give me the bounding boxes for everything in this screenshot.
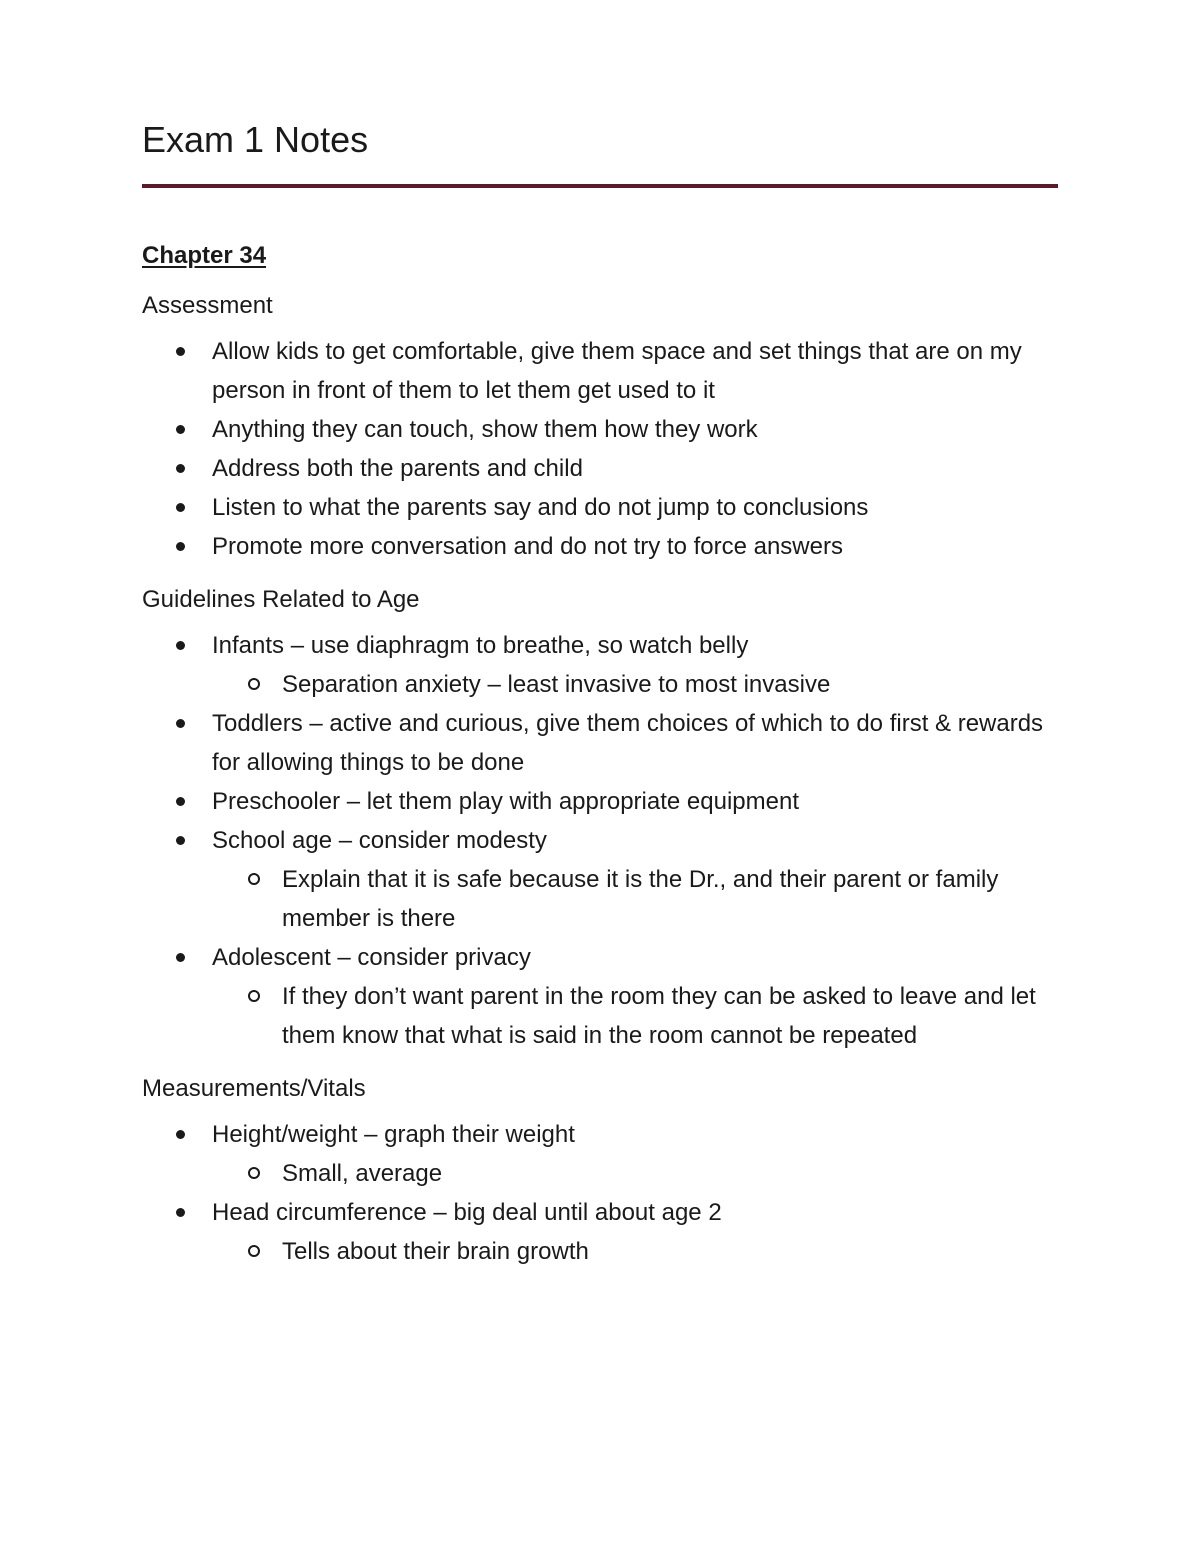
list-item-text: Height/weight – graph their weight xyxy=(212,1121,575,1148)
list-item xyxy=(142,527,1058,566)
list-item xyxy=(142,938,1058,1055)
list-item-text: Promote more conversation and do not try to force answers xyxy=(212,533,843,560)
list-item xyxy=(142,782,1058,821)
title-divider xyxy=(142,184,1058,188)
bullet-list xyxy=(142,332,1058,566)
section-heading: Measurements/Vitals xyxy=(142,1075,366,1102)
bullet-dot-icon xyxy=(176,347,185,356)
list-item xyxy=(142,821,1058,938)
hollow-bullet-icon xyxy=(248,873,260,885)
list-item-text: Listen to what the parents say and do not jump to conclusions xyxy=(212,494,869,521)
list-item-text: Toddlers – active and curious, give them choices of which to do first & rewards for allowing things to be done xyxy=(212,710,1044,776)
list-item xyxy=(142,626,1058,704)
section-heading: Guidelines Related to Age xyxy=(142,586,420,613)
sub-list-item-text: If they don’t want parent in the room they can be asked to leave and let them know that what is said in the room cannot be repeated xyxy=(282,983,1036,1049)
chapter-heading: Chapter 34 xyxy=(142,242,267,269)
list-item-text: School age – consider modesty xyxy=(212,827,547,854)
list-item-text: Anything they can touch, show them how they work xyxy=(212,416,758,443)
sub-list-item-text: Separation anxiety – least invasive to most invasive xyxy=(282,671,831,698)
sub-list-item-text: Small, average xyxy=(282,1160,443,1187)
sub-list-item xyxy=(212,977,1058,1055)
document-title: Exam 1 Notes xyxy=(142,119,369,160)
list-item xyxy=(142,410,1058,449)
sub-list-item xyxy=(212,665,1058,704)
hollow-bullet-icon xyxy=(248,990,260,1002)
bullet-dot-icon xyxy=(176,953,185,962)
list-item xyxy=(142,704,1058,782)
list-item-text: Infants – use diaphragm to breathe, so watch belly xyxy=(212,632,749,659)
bullet-dot-icon xyxy=(176,425,185,434)
list-item-text: Head circumference – big deal until about age 2 xyxy=(212,1199,722,1226)
bullet-dot-icon xyxy=(176,542,185,551)
sub-list xyxy=(212,860,1058,938)
list-item xyxy=(142,488,1058,527)
list-item-text: Allow kids to get comfortable, give them space and set things that are on my person in front of them to let them get used to it xyxy=(212,338,1022,404)
bullet-dot-icon xyxy=(176,797,185,806)
hollow-bullet-icon xyxy=(248,1245,260,1257)
sections-container xyxy=(142,290,1058,1271)
sub-list-item-text: Tells about their brain growth xyxy=(282,1238,589,1265)
document-page xyxy=(142,118,1058,1271)
bullet-dot-icon xyxy=(176,641,185,650)
sub-list-item xyxy=(212,860,1058,938)
list-item xyxy=(142,332,1058,410)
bullet-dot-icon xyxy=(176,719,185,728)
list-item-text: Address both the parents and child xyxy=(212,455,583,482)
sub-list-item xyxy=(212,1154,1058,1193)
bullet-dot-icon xyxy=(176,836,185,845)
bullet-list xyxy=(142,626,1058,1055)
sub-list-item xyxy=(212,1232,1058,1271)
bullet-dot-icon xyxy=(176,1208,185,1217)
bullet-dot-icon xyxy=(176,464,185,473)
bullet-list xyxy=(142,1115,1058,1271)
section-heading: Assessment xyxy=(142,292,273,319)
sub-list-item-text: Explain that it is safe because it is the Dr., and their parent or family member is there xyxy=(282,866,999,932)
sub-list xyxy=(212,665,1058,704)
list-item xyxy=(142,449,1058,488)
list-item xyxy=(142,1193,1058,1271)
list-item-text: Preschooler – let them play with appropriate equipment xyxy=(212,788,799,815)
sub-list xyxy=(212,977,1058,1055)
hollow-bullet-icon xyxy=(248,1167,260,1179)
bullet-dot-icon xyxy=(176,1130,185,1139)
list-item xyxy=(142,1115,1058,1193)
bullet-dot-icon xyxy=(176,503,185,512)
list-item-text: Adolescent – consider privacy xyxy=(212,944,531,971)
sub-list xyxy=(212,1232,1058,1271)
hollow-bullet-icon xyxy=(248,678,260,690)
sub-list xyxy=(212,1154,1058,1193)
